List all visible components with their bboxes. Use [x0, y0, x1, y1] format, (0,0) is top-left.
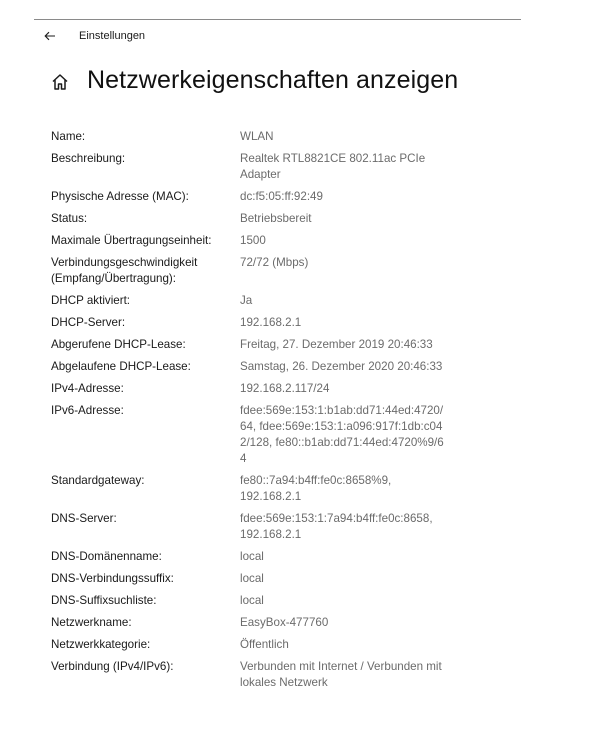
property-value: Ja	[240, 294, 253, 307]
home-icon	[50, 72, 70, 92]
property-value: local	[240, 572, 264, 585]
property-label: DHCP aktiviert:	[51, 294, 131, 307]
property-label: Physische Adresse (MAC):	[51, 190, 189, 203]
property-row-dhcp-server	[51, 315, 451, 331]
property-label: DNS-Server:	[51, 512, 117, 525]
property-label: IPv6-Adresse:	[51, 404, 124, 417]
property-value: 192.168.2.1	[240, 316, 302, 329]
property-row-connectivity	[51, 659, 451, 691]
property-value: 72/72 (Mbps)	[240, 256, 309, 269]
property-label: Name:	[51, 130, 86, 143]
property-value: local	[240, 550, 264, 563]
property-value: Betriebsbereit	[240, 212, 312, 225]
property-label: DNS-Suffixsuchliste:	[51, 594, 157, 607]
property-row-network-category	[51, 637, 451, 653]
property-label: Netzwerkkategorie:	[51, 638, 151, 651]
property-value: fe80::7a94:b4ff:fe0c:8658%9, 192.168.2.1	[240, 474, 392, 503]
property-label: Beschreibung:	[51, 152, 126, 165]
property-row-ipv6	[51, 403, 451, 467]
back-button[interactable]	[34, 25, 64, 47]
property-value: EasyBox-477760	[240, 616, 329, 629]
property-row-mac	[51, 189, 451, 205]
property-label: Verbindung (IPv4/IPv6):	[51, 660, 174, 673]
property-label: Standardgateway:	[51, 474, 145, 487]
property-value: 192.168.2.117/24	[240, 382, 330, 395]
window-top-border	[34, 19, 521, 20]
property-label: DNS-Verbindungssuffix:	[51, 572, 174, 585]
back-arrow-icon	[44, 31, 56, 41]
property-label: Netzwerkname:	[51, 616, 132, 629]
property-row-default-gateway	[51, 473, 451, 505]
title-bar	[34, 25, 145, 47]
app-title: Einstellungen	[79, 30, 146, 42]
property-row-status	[51, 211, 451, 227]
property-value: WLAN	[240, 130, 274, 143]
property-row-name	[51, 129, 451, 145]
property-label: Status:	[51, 212, 88, 225]
property-label: Abgelaufene DHCP-Lease:	[51, 360, 191, 373]
property-row-dns-server	[51, 511, 451, 543]
property-row-ipv4	[51, 381, 451, 397]
property-label: DNS-Domänenname:	[51, 550, 162, 563]
property-label: Maximale Übertragungseinheit:	[51, 234, 212, 247]
property-label: Abgerufene DHCP-Lease:	[51, 338, 186, 351]
property-row-dhcp-enabled	[51, 293, 451, 309]
property-value: fdee:569e:153:1:b1ab:dd71:44ed:4720/64, fdee:569e:153:1:a096:917f:1db:c042/128, fe80::b1ab:dd71:44ed:4720%9/64	[240, 404, 444, 465]
page-title: Netzwerkeigenschaften anzeigen	[87, 66, 459, 94]
property-row-mtu	[51, 233, 451, 249]
property-label: DHCP-Server:	[51, 316, 126, 329]
property-label: IPv4-Adresse:	[51, 382, 124, 395]
property-row-lease-obtained	[51, 337, 451, 353]
network-properties-list	[51, 129, 451, 697]
property-value: Verbunden mit Internet / Verbunden mit lokales Netzwerk	[240, 660, 442, 689]
page-header	[50, 66, 458, 95]
property-value: Öffentlich	[240, 638, 289, 651]
property-row-link-speed	[51, 255, 451, 287]
property-row-dns-suffix-search	[51, 593, 451, 609]
property-row-lease-expires	[51, 359, 451, 375]
property-value: dc:f5:05:ff:92:49	[240, 190, 323, 203]
property-label: Verbindungsgeschwindigkeit (Empfang/Übertragung):	[51, 256, 198, 285]
property-value: 1500	[240, 234, 266, 247]
property-value: Samstag, 26. Dezember 2020 20:46:33	[240, 360, 443, 373]
property-value: Freitag, 27. Dezember 2019 20:46:33	[240, 338, 433, 351]
property-row-network-name	[51, 615, 451, 631]
property-row-dns-suffix	[51, 571, 451, 587]
property-value: local	[240, 594, 264, 607]
property-value: fdee:569e:153:1:7a94:b4ff:fe0c:8658, 192.168.2.1	[240, 512, 433, 541]
property-row-dns-domain	[51, 549, 451, 565]
property-row-description	[51, 151, 451, 183]
property-value: Realtek RTL8821CE 802.11ac PCIe Adapter	[240, 152, 426, 181]
